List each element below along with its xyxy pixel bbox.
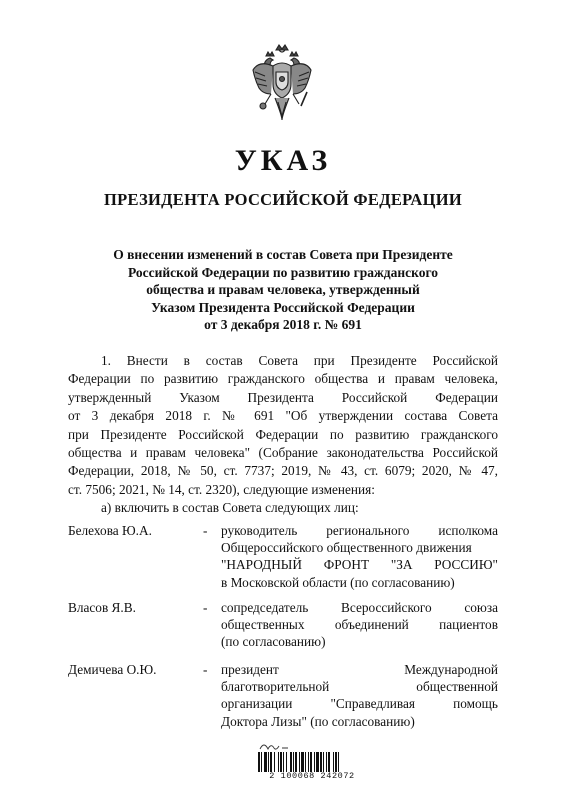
body-line: Федерации по развитию гражданского общества и правам человека, bbox=[68, 371, 498, 387]
heading-line: общества и правам человека, утвержденный bbox=[146, 282, 420, 297]
member-description-line: в Московской области (по согласованию) bbox=[221, 574, 455, 590]
body-line: от 3 декабря 2018 г. № 691 "Об утверждении состава Совета bbox=[68, 408, 498, 424]
handwritten-mark bbox=[258, 740, 318, 752]
member-dash: - bbox=[203, 662, 208, 677]
body-line: утвержденный Указом Президента Российской Федерации bbox=[68, 389, 498, 405]
member-description-line: "НАРОДНЫЙ ФРОНТ "ЗА РОССИЮ" bbox=[221, 557, 498, 573]
member-description-line: благотворительной общественной bbox=[221, 679, 498, 695]
member-description bbox=[221, 522, 498, 591]
heading-line: Указом Президента Российской Федерации bbox=[151, 299, 415, 315]
member-description bbox=[221, 661, 498, 730]
decree-body bbox=[68, 352, 498, 518]
body-line: 1. Внести в состав Совета при Президенте Российской bbox=[101, 353, 498, 368]
member-dash: - bbox=[203, 523, 208, 538]
member-description-line: Доктора Лизы" (по согласованию) bbox=[221, 713, 415, 729]
member-description-line: (по согласованию) bbox=[221, 634, 326, 650]
body-line: Федерации, 2018, № 50, ст. 7737; 2019, № 43, ст. 6079; 2020, № 47, bbox=[68, 463, 498, 479]
member-name: Белехова Ю.А. bbox=[68, 523, 152, 538]
member-description bbox=[221, 599, 498, 651]
body-line: при Президенте Российской Федерации по развитию гражданского bbox=[68, 426, 498, 442]
member-description-line: руководитель регионального исполкома bbox=[221, 523, 498, 538]
member-description-line: Общероссийского общественного движения bbox=[221, 540, 472, 556]
member-description-line: общественных объединений пациентов bbox=[221, 617, 498, 633]
member-name: Демичева О.Ю. bbox=[68, 662, 157, 677]
coat-of-arms-emblem bbox=[249, 42, 315, 128]
member-dash: - bbox=[203, 600, 208, 615]
heading-line: О внесении изменений в состав Совета при Президенте bbox=[113, 247, 453, 262]
document-title: УКАЗ bbox=[234, 144, 332, 177]
body-line: общества и правам человека" (Собрание законодательства Российской bbox=[68, 445, 498, 461]
member-name: Власов Я.В. bbox=[68, 600, 136, 615]
document-subtitle: ПРЕЗИДЕНТА РОССИЙСКОЙ ФЕДЕРАЦИИ bbox=[103, 190, 463, 209]
body-line: ст. 7506; 2021, № 14, ст. 2320), следующие изменения: bbox=[68, 481, 375, 497]
heading-line: Российской Федерации по развитию гражданского bbox=[127, 264, 439, 280]
barcode bbox=[256, 752, 366, 772]
heading-line: от 3 декабря 2018 г. № 691 bbox=[204, 317, 362, 332]
decree-heading bbox=[70, 246, 496, 334]
member-description-line: организации "Справедливая помощь bbox=[221, 696, 498, 712]
member-description-line: президент Международной bbox=[221, 662, 498, 677]
body-line: а) включить в состав Совета следующих лиц: bbox=[101, 500, 359, 516]
member-description-line: сопредседатель Всероссийского союза bbox=[221, 600, 498, 615]
barcode-number: 2 100068 242072 bbox=[269, 771, 355, 781]
